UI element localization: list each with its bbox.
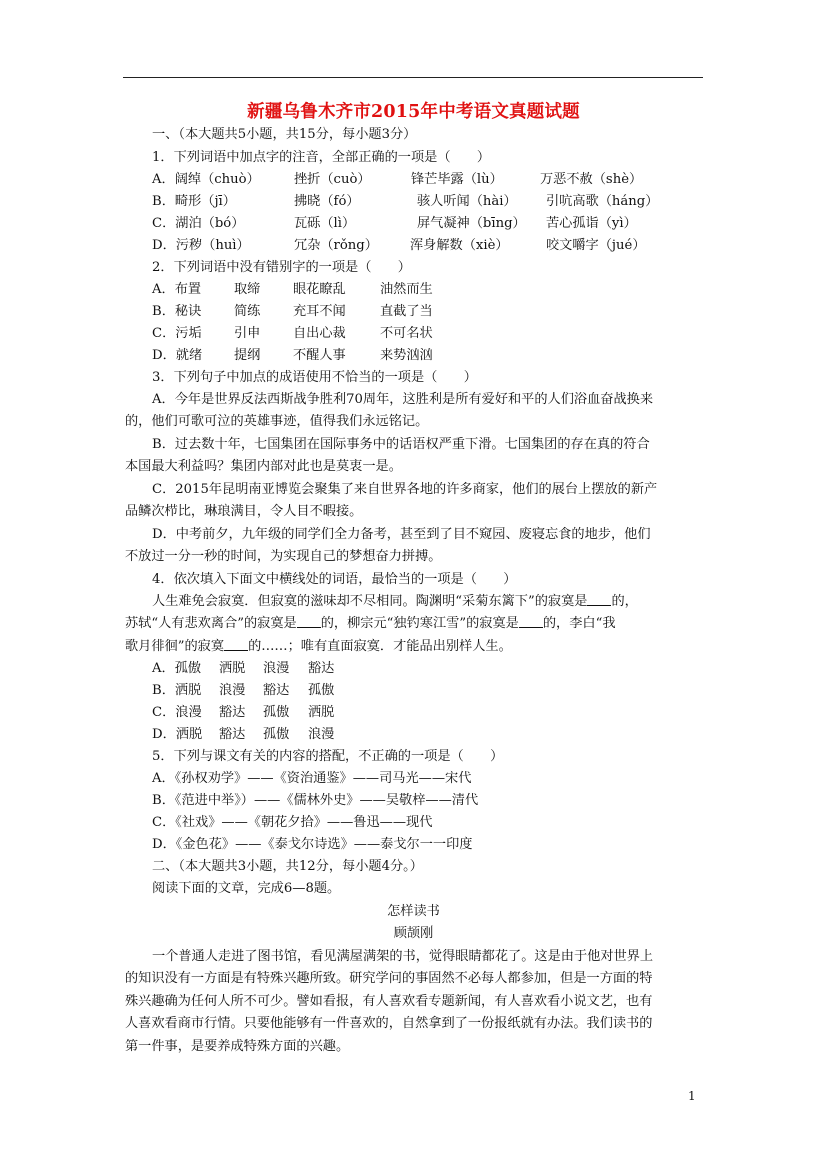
section2-heading: 二、（本大题共3小题，共12分，每小题4分。） (152, 859, 423, 874)
article-author: 顾颉刚 (393, 926, 434, 941)
option-text: 孤傲 (263, 705, 290, 720)
passage-text: 的……；唯有直面寂寞．才能品出别样人生。 (248, 639, 512, 654)
article-line: 第一件事，是要养成特殊方面的兴趣。 (125, 1039, 350, 1054)
option-text: C．浪漫 (152, 705, 202, 720)
option-text: 简练 (234, 304, 261, 319)
q3-option-a-line2: 的，他们可歌可泣的英雄事迹，值得我们永远铭记。 (125, 414, 429, 429)
option-text: 不醒人事 (293, 348, 346, 363)
q5-stem: 5．下列与课文有关的内容的搭配，不正确的一项是（ ） (152, 749, 504, 764)
option-text: 浪漫 (263, 661, 290, 676)
passage-text: 的，柳宗元“独钓寒江雪”的寂寞是 (320, 616, 519, 631)
passage-text: 歌月徘徊”的寂寞 (125, 639, 225, 654)
option-text: 提纲 (234, 348, 261, 363)
option-text: 直截了当 (380, 304, 433, 319)
option-text: 咬文嚼字（jué） (546, 238, 646, 253)
option-text: A．孤傲 (152, 661, 202, 676)
option-text: 浪漫 (308, 727, 335, 742)
option-text: 孤傲 (308, 683, 335, 698)
header-rule (123, 77, 703, 78)
passage-text: 的， (611, 594, 638, 609)
option-text: C．湖泊（bó） (152, 216, 245, 231)
article-line: 殊兴趣确为任何人所不可少。譬如看报，有人喜欢看专题新闻，有人喜欢看小说文艺，也有 (125, 994, 653, 1009)
option-text: 豁达 (219, 727, 246, 742)
fill-blank (224, 638, 248, 651)
fill-blank (519, 615, 543, 628)
option-text: 不可名状 (380, 326, 433, 341)
option-text: 豁达 (263, 683, 290, 698)
option-text: 冗杂（rǒng） (294, 238, 378, 253)
option-text: 苦心孤诣（yì） (546, 216, 637, 231)
section2-instruction: 阅读下面的文章，完成6—8题。 (152, 881, 341, 896)
q3-option-b-line2: 本国最大利益吗？集团内部对此也是莫衷一是。 (125, 459, 402, 474)
option-text: B．秘诀 (152, 304, 202, 319)
q3-option-b-line1: B．过去数十年，七国集团在国际事务中的话语权严重下滑。七国集团的存在真的符合 (152, 437, 650, 452)
page-number: 1 (688, 1089, 696, 1103)
fill-blank (587, 593, 611, 606)
option-text: B．洒脱 (152, 683, 202, 698)
option-text: 拂晓（fó） (294, 194, 360, 209)
option-text: 锋芒毕露（lù） (411, 172, 503, 187)
option-text: 豁达 (308, 661, 335, 676)
q2-stem: 2．下列词语中没有错别字的一项是（ ） (152, 260, 411, 275)
q3-option-c-line2: 品鳞次栉比，琳琅满目，令人目不暇接。 (125, 504, 363, 519)
q5-option-a: A．《孙权劝学》——《资治通鉴》——司马光——宋代 (152, 771, 472, 786)
option-text: B．畸形（jī） (152, 194, 236, 209)
passage-text: 人生难免会寂寞．但寂寞的滋味却不尽相同。陶渊明“采菊东篱下”的寂寞是 (152, 594, 588, 609)
option-text: 引吭高歌（háng） (546, 194, 659, 209)
q1-stem: 1．下列词语中加点字的注音，全部正确的一项是（ ） (152, 150, 491, 165)
q3-option-a-line1: A．今年是世界反法西斯战争胜利70周年，这胜利是所有爱好和平的人们浴血奋战换来 (152, 392, 654, 407)
q4-passage-line2 (125, 615, 616, 633)
article-line: 人喜欢看商市行情。只要他能够有一件喜欢的，自然拿到了一份报纸就有办法。我们读书的 (125, 1016, 653, 1031)
option-text: D．洒脱 (152, 727, 203, 742)
option-text: 孤傲 (263, 727, 290, 742)
option-text: 骇人听闻（hài） (417, 194, 517, 209)
passage-text: 苏轼“人有悲欢离合”的寂寞是 (125, 616, 297, 631)
page-title: 新疆乌鲁木齐市2015年中考语文真题试题 (247, 102, 580, 122)
option-text: 眼花瞭乱 (293, 282, 346, 297)
q3-option-c-line1: C．2015年昆明南亚博览会聚集了来自世界各地的许多商家，他们的展台上摆放的新产 (152, 482, 658, 497)
option-text: A．阔绰（chuò） (152, 172, 260, 187)
section1-heading: 一、（本大题共5小题，共15分，每小题3分） (152, 127, 417, 142)
option-text: C．污垢 (152, 326, 202, 341)
option-text: 油然而生 (380, 282, 433, 297)
option-text: 自出心裁 (293, 326, 346, 341)
q5-option-c: C．《社戏》——《朝花夕拾》——鲁迅——现代 (152, 815, 433, 830)
q5-option-d: D．《金色花》——《泰戈尔诗选》——泰戈尔一一印度 (152, 837, 473, 852)
option-text: 屏气凝神（bīng） (417, 216, 526, 231)
option-text: 洒脱 (308, 705, 335, 720)
article-line: 一个普通人走进了图书馆，看见满屋满架的书，觉得眼睛都花了。这是由于他对世界上 (152, 949, 654, 964)
q5-option-b: B．《范进中举》）——《儒林外史》——吴敬梓——清代 (152, 793, 479, 808)
passage-text: 的，李白“我 (542, 616, 616, 631)
q3-option-d-line2: 不放过一分一秒的时间，为实现自己的梦想奋力拼搏。 (125, 549, 442, 564)
fill-blank (297, 615, 321, 628)
option-text: 挫折（cuò） (294, 172, 371, 187)
option-text: 引申 (234, 326, 261, 341)
option-text: 浑身解数（xiè） (410, 238, 509, 253)
option-text: 浪漫 (219, 683, 246, 698)
option-text: D．污秽（huì） (152, 238, 250, 253)
q3-option-d-line1: D．中考前夕，九年级的同学们全力备考，甚至到了目不窥园、废寝忘食的地步，他们 (152, 527, 651, 542)
option-text: A．布置 (152, 282, 202, 297)
article-line: 的知识没有一方面是有特殊兴趣所致。研究学问的事固然不必每人都参加，但是一方面的特 (125, 971, 653, 986)
option-text: 万恶不赦（shè） (540, 172, 643, 187)
option-text: D．就绪 (152, 348, 203, 363)
q3-stem: 3．下列句子中加点的成语使用不恰当的一项是（ ） (152, 370, 477, 385)
article-title: 怎样读书 (387, 904, 440, 919)
option-text: 瓦砾（lì） (294, 216, 356, 231)
option-text: 取缔 (234, 282, 261, 297)
q4-passage-line3 (125, 638, 512, 656)
q4-stem: 4．依次填入下面文中横线处的词语，最恰当的一项是（ ） (152, 572, 517, 587)
option-text: 洒脱 (219, 661, 246, 676)
q4-passage-line1 (152, 593, 638, 611)
option-text: 来势汹汹 (380, 348, 433, 363)
option-text: 充耳不闻 (293, 304, 346, 319)
option-text: 豁达 (219, 705, 246, 720)
